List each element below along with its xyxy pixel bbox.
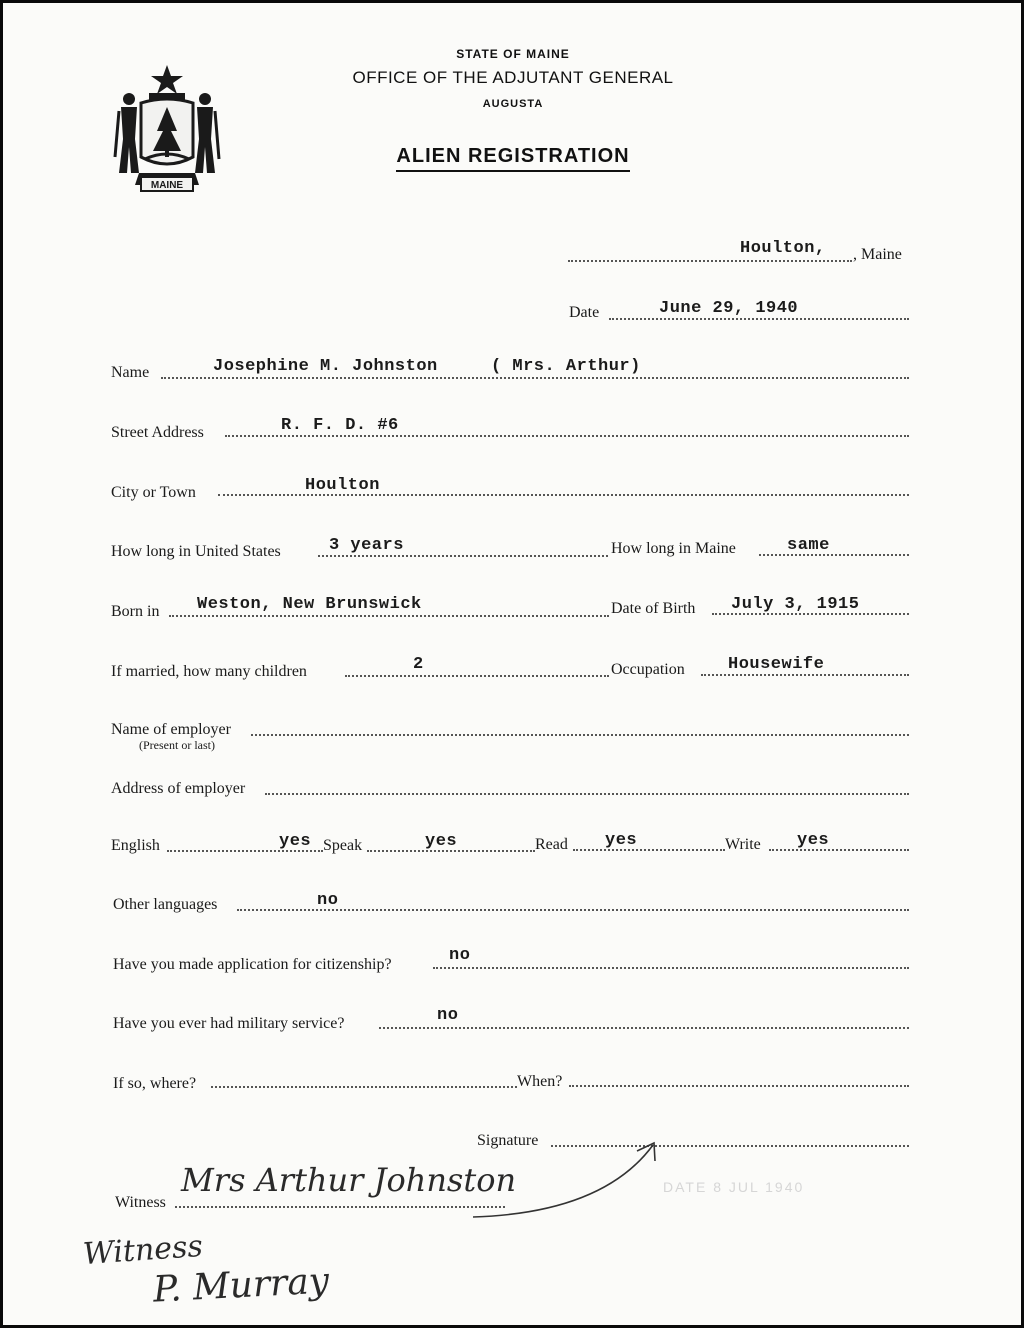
speak-value: yes <box>425 832 458 851</box>
read-value: yes <box>605 831 638 850</box>
seal-motto: MAINE <box>150 180 184 191</box>
speak-label: Speak <box>323 837 363 854</box>
city-heading: AUGUSTA <box>482 98 544 110</box>
other-languages-label: Other languages <box>113 896 218 913</box>
city-value: Houlton <box>305 476 380 495</box>
employer-label: Name of employer <box>111 721 231 738</box>
handwritten-witness-name: P. Murray <box>152 1260 331 1311</box>
english-label: English <box>111 837 160 854</box>
born-in-label: Born in <box>111 603 160 620</box>
received-stamp: DATE 8 JUL 1940 <box>663 1179 805 1195</box>
us-time-value: 3 years <box>329 536 404 555</box>
citizenship-label: Have you made application for citizenship? <box>113 956 392 973</box>
maine-time-value: same <box>787 536 830 555</box>
signature-label: Signature <box>477 1132 539 1149</box>
employer-sublabel: (Present or last) <box>139 738 215 752</box>
military-label: Have you ever had military service? <box>113 1015 345 1032</box>
when-label: When? <box>517 1073 563 1090</box>
occupation-label: Occupation <box>611 661 685 678</box>
citizenship-value: no <box>449 946 471 965</box>
us-time-label: How long in United States <box>111 543 281 560</box>
handwritten-witness-label: Witness <box>81 1228 204 1273</box>
write-value: yes <box>797 831 830 850</box>
military-value: no <box>437 1006 459 1025</box>
street-address-value: R. F. D. #6 <box>281 416 399 435</box>
maine-time-label: How long in Maine <box>611 540 736 557</box>
annotation-arrow-icon <box>3 3 1021 1325</box>
date-label: Date <box>569 304 600 321</box>
employer-address-label: Address of employer <box>111 780 246 797</box>
state-heading: STATE OF MAINE <box>456 47 570 61</box>
name-extra-value: ( Mrs. Arthur) <box>491 357 641 376</box>
witness-signature: Mrs Arthur Johnston <box>181 1161 517 1199</box>
witness-label: Witness <box>115 1194 166 1211</box>
name-label: Name <box>111 364 150 381</box>
children-value: 2 <box>413 655 424 674</box>
street-address-label: Street Address <box>111 424 204 441</box>
registration-form <box>3 3 1021 1325</box>
write-label: Write <box>725 836 761 853</box>
read-label: Read <box>535 836 568 853</box>
children-label: If married, how many children <box>111 663 307 680</box>
occupation-value: Housewife <box>728 655 825 674</box>
where-label: If so, where? <box>113 1075 197 1092</box>
dob-label: Date of Birth <box>611 600 696 617</box>
other-languages-value: no <box>317 891 339 910</box>
date-value: June 29, 1940 <box>659 299 799 318</box>
form-title: ALIEN REGISTRATION <box>303 145 723 168</box>
english-value: yes <box>279 832 312 851</box>
place-state-label: , Maine <box>853 246 902 263</box>
born-in-value: Weston, New Brunswick <box>197 595 422 614</box>
city-label: City or Town <box>111 484 196 501</box>
dob-value: July 3, 1915 <box>731 595 860 614</box>
name-value: Josephine M. Johnston <box>213 357 438 376</box>
place-town-value: Houlton, <box>740 239 826 258</box>
office-heading: OFFICE OF THE ADJUTANT GENERAL <box>352 68 674 87</box>
